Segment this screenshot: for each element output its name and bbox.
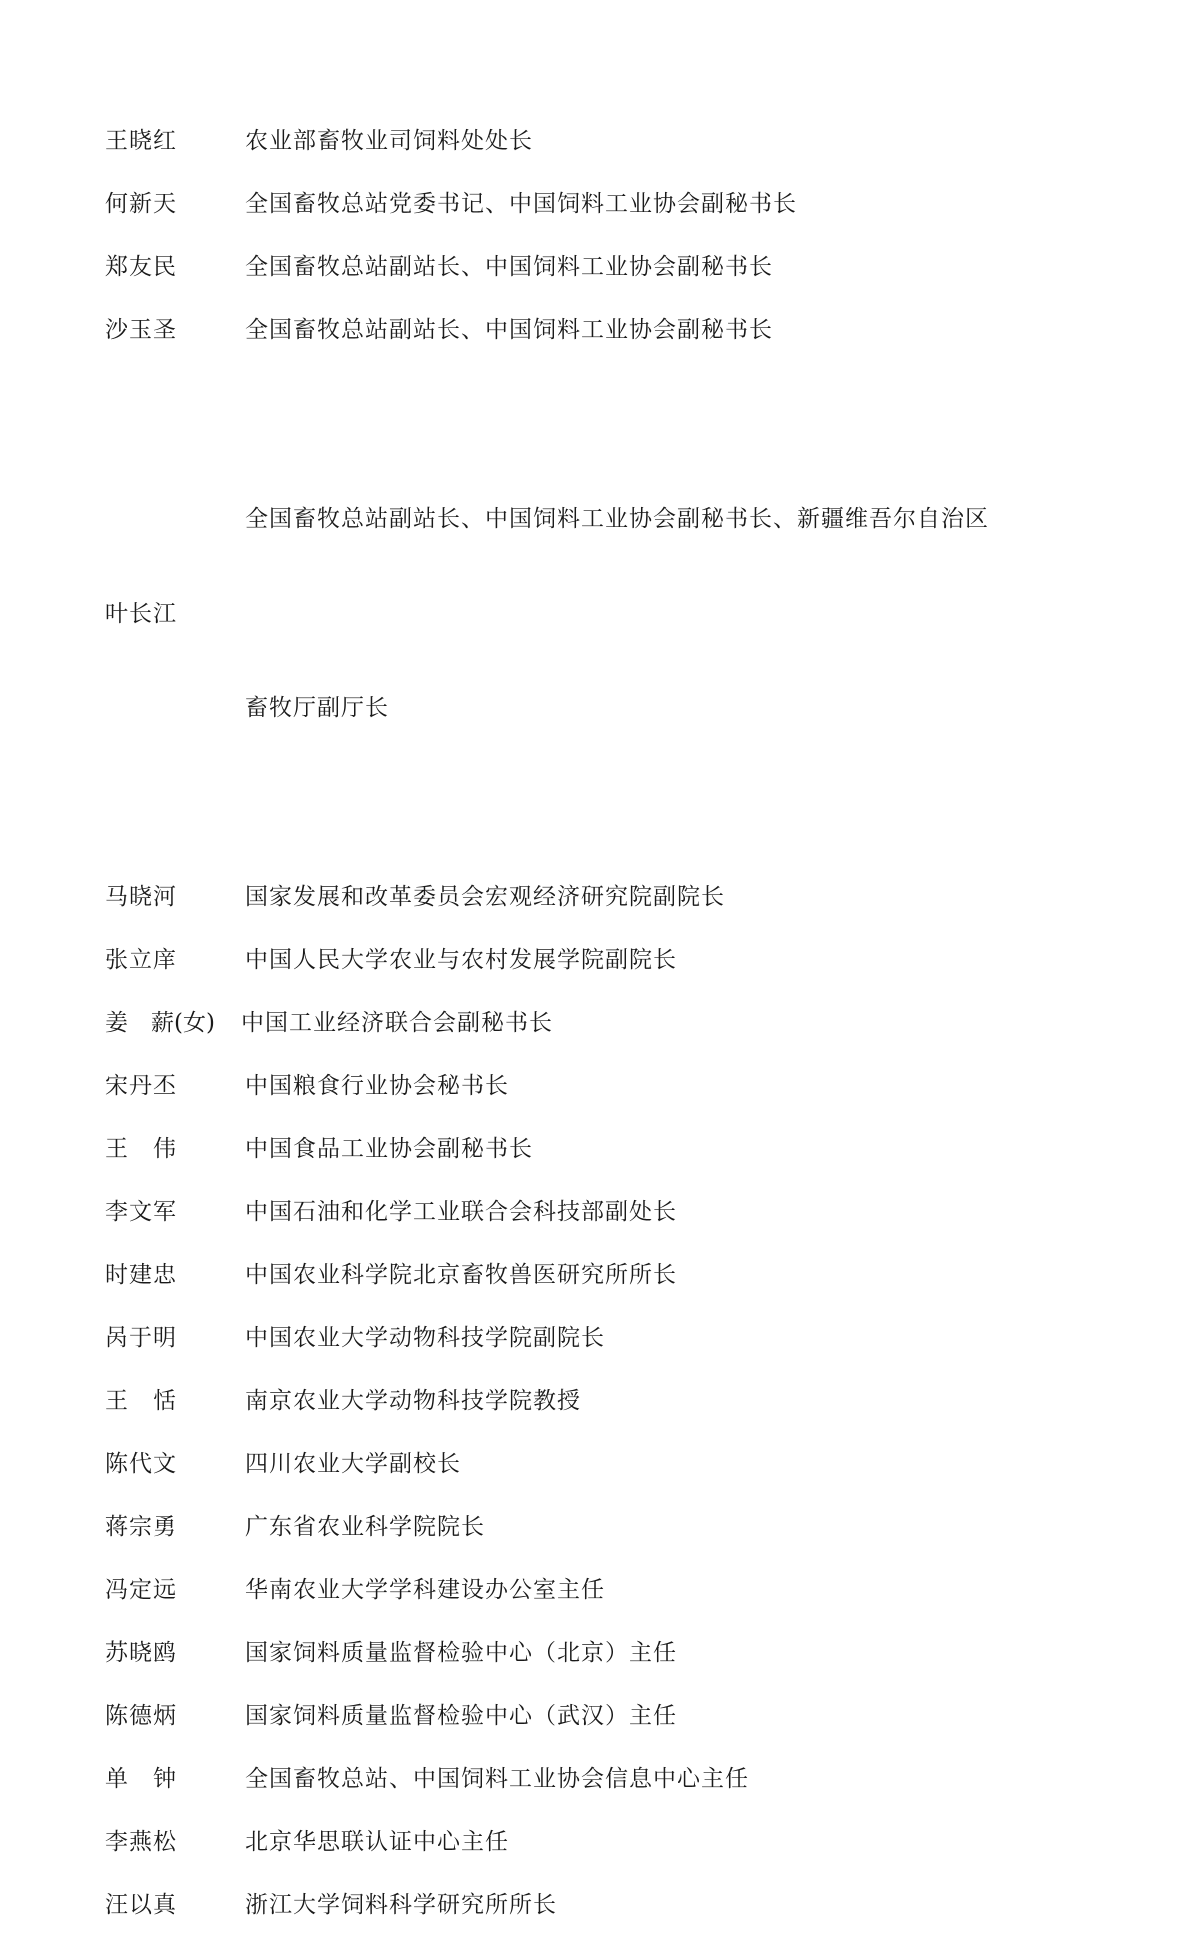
list-item — [105, 236, 1085, 299]
member-name: 苏晓鸥 — [105, 1640, 177, 1666]
member-name: 沙玉圣 — [105, 317, 177, 343]
member-name: 呙于明 — [105, 1325, 177, 1351]
member-name: 叶长江 — [105, 600, 177, 627]
member-title: 农业部畜牧业司饲料处处长 — [245, 128, 533, 154]
list-item — [105, 992, 1085, 1055]
member-title: 四川农业大学副校长 — [245, 1451, 461, 1477]
list-item — [105, 1622, 1085, 1685]
member-title: 全国畜牧总站副站长、中国饲料工业协会副秘书长 — [245, 254, 773, 280]
member-name: 郑友民 — [105, 254, 177, 280]
member-title: 全国畜牧总站党委书记、中国饲料工业协会副秘书长 — [245, 191, 797, 217]
member-name: 蒋宗勇 — [105, 1514, 177, 1540]
list-item — [105, 110, 1085, 173]
list-item — [105, 1874, 1085, 1937]
member-title: 北京华思联认证中心主任 — [245, 1829, 509, 1855]
member-name: 王晓红 — [105, 128, 177, 154]
member-title: 广东省农业科学院院长 — [245, 1514, 485, 1540]
member-name: 王 伟 — [105, 1136, 177, 1162]
member-title: 国家饲料质量监督检验中心（武汉）主任 — [245, 1703, 677, 1729]
list-item — [105, 1811, 1085, 1874]
list-item — [105, 929, 1085, 992]
list-item — [105, 866, 1085, 929]
member-title: 中国人民大学农业与农村发展学院副院长 — [245, 947, 677, 973]
member-name: 宋丹丕 — [105, 1073, 177, 1099]
member-name: 李文军 — [105, 1199, 177, 1225]
member-title: 中国农业大学动物科技学院副院长 — [245, 1325, 605, 1351]
member-title: 中国石油和化学工业联合会科技部副处长 — [245, 1199, 677, 1225]
list-item — [105, 1055, 1085, 1118]
member-name: 陈代文 — [105, 1451, 177, 1477]
member-title: 中国农业科学院北京畜牧兽医研究所所长 — [245, 1262, 677, 1288]
list-item — [105, 173, 1085, 236]
member-name: 何新天 — [105, 191, 177, 217]
list-item — [105, 1685, 1085, 1748]
member-name: 马晓河 — [105, 884, 177, 910]
member-title: 国家发展和改革委员会宏观经济研究院副院长 — [245, 884, 725, 910]
member-title: 中国食品工业协会副秘书长 — [245, 1136, 533, 1162]
member-title-line-1: 全国畜牧总站副站长、中国饲料工业协会副秘书长、新疆维吾尔自治区 — [245, 506, 989, 532]
member-name: 姜 薪(女) — [105, 1010, 215, 1036]
member-title: 中国工业经济联合会副秘书长 — [241, 1010, 553, 1036]
member-title: 国家饲料质量监督检验中心（北京）主任 — [245, 1640, 677, 1666]
list-item — [105, 1748, 1085, 1811]
member-title: 全国畜牧总站、中国饲料工业协会信息中心主任 — [245, 1766, 749, 1792]
member-title: 浙江大学饲料科学研究所所长 — [245, 1892, 557, 1918]
list-item — [105, 1559, 1085, 1622]
member-title-line-2: 畜牧厅副厅长 — [245, 695, 389, 721]
member-name: 陈德炳 — [105, 1703, 177, 1729]
member-name: 张立庠 — [105, 947, 177, 973]
member-title: 南京农业大学动物科技学院教授 — [245, 1388, 581, 1414]
list-item — [105, 1370, 1085, 1433]
list-item — [105, 1496, 1085, 1559]
member-roster — [105, 110, 1085, 1937]
list-item — [105, 1118, 1085, 1181]
member-title: 全国畜牧总站副站长、中国饲料工业协会副秘书长 — [245, 317, 773, 343]
list-item — [105, 1181, 1085, 1244]
member-name: 冯定远 — [105, 1577, 177, 1603]
list-item — [105, 362, 1085, 866]
member-title — [245, 362, 1085, 866]
list-item — [105, 1307, 1085, 1370]
member-title: 华南农业大学学科建设办公室主任 — [245, 1577, 605, 1603]
member-name: 单 钟 — [105, 1766, 177, 1792]
list-item — [105, 1433, 1085, 1496]
member-name: 王 恬 — [105, 1388, 177, 1414]
member-name: 时建忠 — [105, 1262, 177, 1288]
member-name: 李燕松 — [105, 1829, 177, 1855]
list-item — [105, 299, 1085, 362]
member-title: 中国粮食行业协会秘书长 — [245, 1073, 509, 1099]
member-name: 汪以真 — [105, 1892, 177, 1918]
list-item — [105, 1244, 1085, 1307]
